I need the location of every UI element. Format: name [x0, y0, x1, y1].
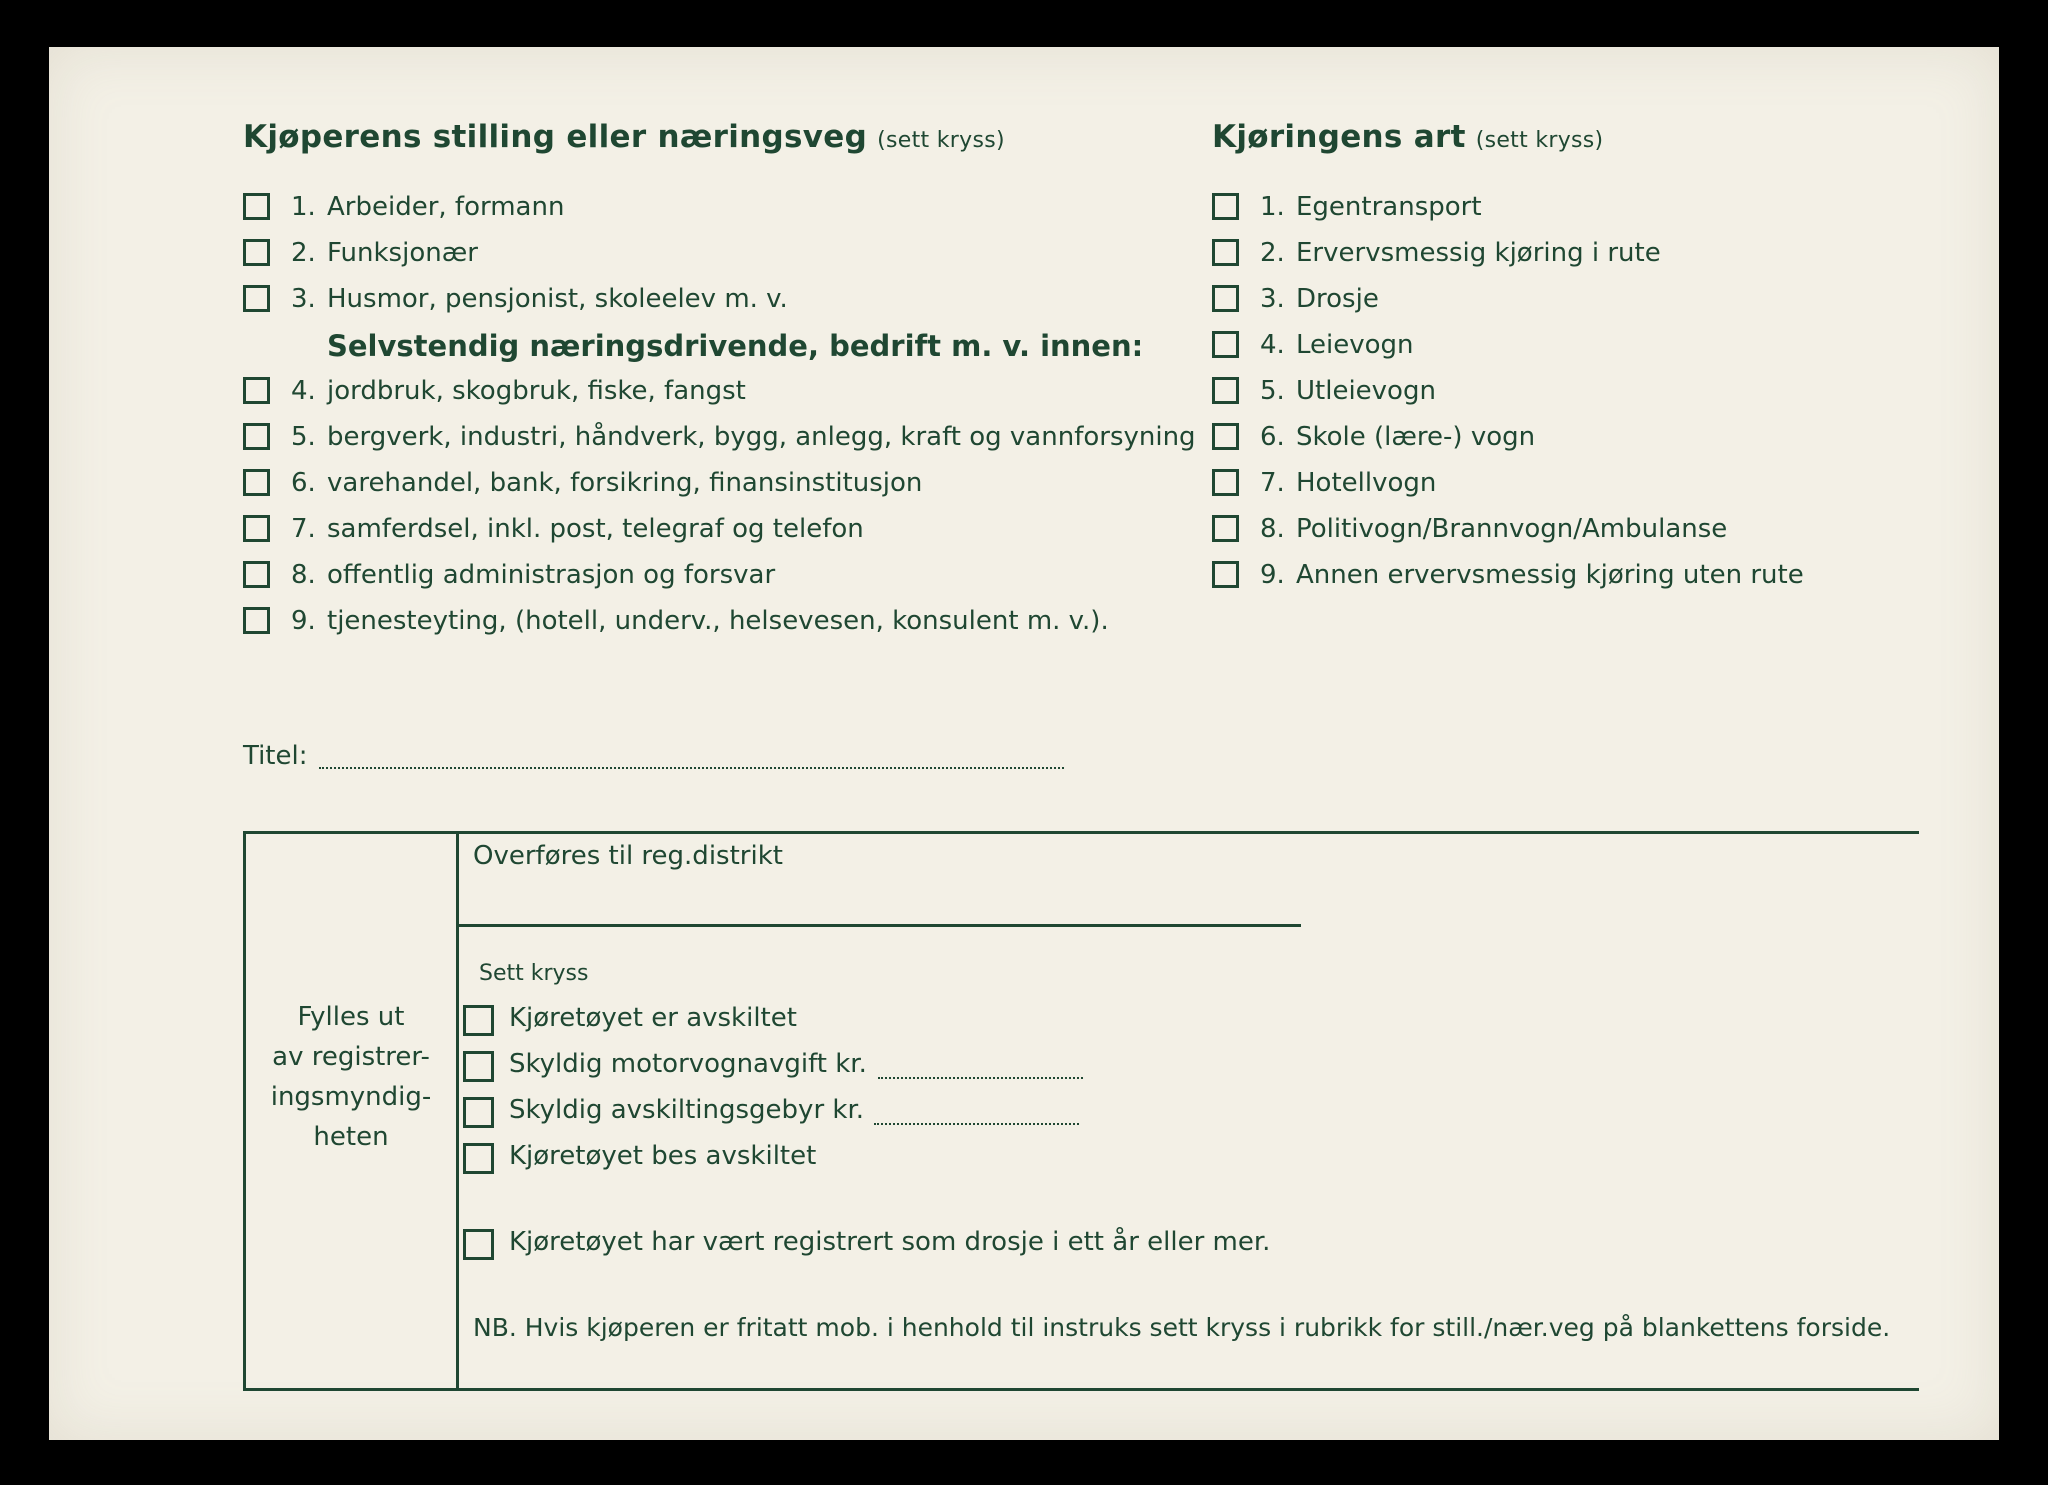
checkbox-driving-4[interactable]	[1212, 331, 1239, 358]
occupation-item-6: 6. varehandel, bank, forsikring, finansinstitusjon	[291, 468, 923, 498]
checkbox-occupation-4[interactable]	[243, 377, 270, 404]
checkbox-occupation-8[interactable]	[243, 561, 270, 588]
checkbox-occupation-3[interactable]	[243, 285, 270, 312]
checkbox-request-deregistration[interactable]	[463, 1143, 494, 1174]
check-label-taxi-registered: Kjøretøyet har vært registrert som drosje i ett år eller mer.	[509, 1227, 1271, 1257]
checkbox-driving-6[interactable]	[1212, 423, 1239, 450]
driving-item-5: 5. Utleievogn	[1260, 376, 1436, 406]
driving-item-4: 4. Leievogn	[1260, 330, 1414, 360]
occupation-item-3: 3. Husmor, pensjonist, skoleelev m. v.	[291, 284, 788, 314]
checkbox-occupation-5[interactable]	[243, 423, 270, 450]
occupation-item-7: 7. samferdsel, inkl. post, telegraf og telefon	[291, 514, 864, 544]
checkbox-occupation-9[interactable]	[243, 607, 270, 634]
occupation-item-9: 9. tjenesteyting, (hotell, underv., helsevesen, konsulent m. v.).	[291, 606, 1109, 636]
left-heading-text: Kjøperens stilling eller næringsveg	[243, 119, 868, 155]
check-label-deregistered: Kjøretøyet er avskiltet	[509, 1003, 797, 1033]
driving-item-1: 1. Egentransport	[1260, 192, 1482, 222]
checkbox-occupation-1[interactable]	[243, 193, 270, 220]
driving-item-3: 3. Drosje	[1260, 284, 1379, 314]
form-sheet	[49, 47, 1999, 1440]
checkbox-occupation-2[interactable]	[243, 239, 270, 266]
registry-side-label: Fylles ut av registrer- ingsmyndig- heten	[270, 1002, 432, 1152]
driving-item-2: 2. Ervervsmessig kjøring i rute	[1260, 238, 1661, 268]
left-section-heading	[243, 119, 1005, 155]
driving-item-7: 7. Hotellvogn	[1260, 468, 1437, 498]
checkbox-driving-7[interactable]	[1212, 469, 1239, 496]
transfer-field-line[interactable]	[459, 924, 1301, 927]
sett-kryss-label: Sett kryss	[479, 961, 589, 986]
checkbox-occupation-6[interactable]	[243, 469, 270, 496]
box-divider	[456, 831, 459, 1391]
titel-label: Titel:	[243, 741, 308, 771]
check-label-deregistration-fee: Skyldig avskiltingsgebyr kr.	[509, 1095, 865, 1125]
nb-note: NB. Hvis kjøperen er fritatt mob. i henhold til instruks sett kryss i rubrikk for still./nær.veg på blankettens forside.	[473, 1313, 1891, 1342]
occupation-item-4: 4. jordbruk, skogbruk, fiske, fangst	[291, 376, 746, 406]
checkbox-occupation-7[interactable]	[243, 515, 270, 542]
occupation-item-8: 8. offentlig administrasjon og forsvar	[291, 560, 776, 590]
occupation-item-2: 2. Funksjonær	[291, 238, 478, 268]
checkbox-driving-1[interactable]	[1212, 193, 1239, 220]
checkbox-driving-8[interactable]	[1212, 515, 1239, 542]
driving-item-6: 6. Skole (lære-) vogn	[1260, 422, 1536, 452]
check-label-motor-tax: Skyldig motorvognavgift kr.	[509, 1049, 867, 1079]
titel-field[interactable]	[319, 767, 1064, 769]
occupation-item-1: 1. Arbeider, formann	[291, 192, 565, 222]
checkbox-driving-9[interactable]	[1212, 561, 1239, 588]
deregistration-fee-amount-field[interactable]	[874, 1123, 1079, 1125]
left-heading-note: (sett kryss)	[877, 128, 1005, 153]
checkbox-motor-tax[interactable]	[463, 1051, 494, 1082]
motor-tax-amount-field[interactable]	[878, 1077, 1083, 1079]
driving-item-9: 9. Annen ervervsmessig kjøring uten rute	[1260, 560, 1804, 590]
right-heading-text: Kjøringens art	[1212, 119, 1466, 155]
checkbox-deregistered[interactable]	[463, 1005, 494, 1036]
checkbox-deregistration-fee[interactable]	[463, 1097, 494, 1128]
checkbox-driving-3[interactable]	[1212, 285, 1239, 312]
right-section-heading	[1212, 119, 1603, 155]
box-top-border	[243, 831, 1919, 834]
self-employed-subheading: Selvstendig næringsdrivende, bedrift m. v. innen:	[327, 329, 1144, 363]
right-heading-note: (sett kryss)	[1475, 128, 1604, 153]
check-label-request-deregistration: Kjøretøyet bes avskiltet	[509, 1141, 817, 1171]
box-bottom-border	[243, 1388, 1919, 1391]
checkbox-driving-2[interactable]	[1212, 239, 1239, 266]
checkbox-driving-5[interactable]	[1212, 377, 1239, 404]
occupation-item-5: 5. bergverk, industri, håndverk, bygg, anlegg, kraft og vannforsyning	[291, 422, 1196, 452]
checkbox-taxi-registered[interactable]	[463, 1229, 494, 1260]
driving-item-8: 8. Politivogn/Brannvogn/Ambulanse	[1260, 514, 1728, 544]
transfer-label: Overføres til reg.distrikt	[473, 841, 783, 871]
